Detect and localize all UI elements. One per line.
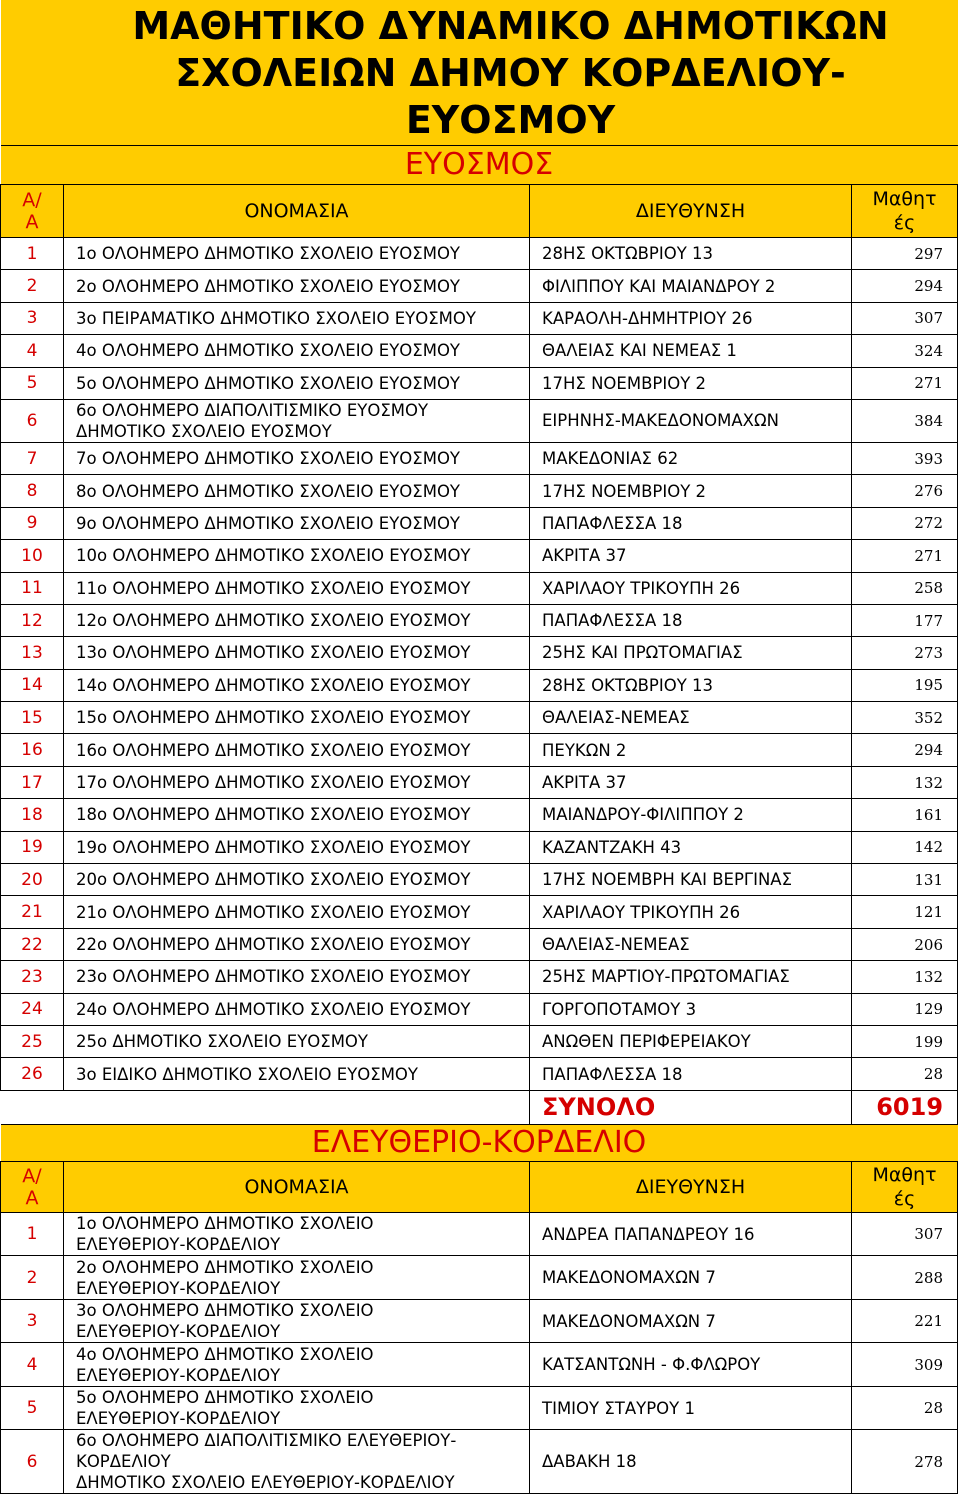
column-header-aa <box>1 185 64 238</box>
section1-label: ΕΥΟΣΜΟΣ <box>1 146 958 185</box>
table-row <box>1 1343 958 1387</box>
school-address: ΚΑΖΑΝΤΖΑΚΗ 43 <box>530 831 852 863</box>
school-name-line: ΕΛΕΥΘΕΡΙΟΥ-ΚΟΡΔΕΛΙΟΥ <box>76 1409 281 1429</box>
school-name-line: 21ο ΟΛΟΗΜΕΡΟ ΔΗΜΟΤΙΚΟ ΣΧΟΛΕΙΟ ΕΥΟΣΜΟΥ <box>76 902 471 922</box>
section2-header-row <box>1 1161 958 1212</box>
school-name-line: 7ο ΟΛΟΗΜΕΡΟ ΔΗΜΟΤΙΚΟ ΣΧΟΛΕΙΟ ΕΥΟΣΜΟΥ <box>76 449 461 469</box>
school-address: ΜΑΚΕΔΟΝΟΜΑΧΩΝ 7 <box>530 1256 852 1300</box>
school-address: 28ΗΣ ΟΚΤΩΒΡΙΟΥ 13 <box>530 669 852 701</box>
school-name <box>64 669 530 701</box>
school-name <box>64 572 530 604</box>
school-address: ΤΙΜΙΟΥ ΣΤΑΥΡΟΥ 1 <box>530 1386 852 1430</box>
school-name <box>64 896 530 928</box>
table-row <box>1 238 958 270</box>
table-row <box>1 442 958 474</box>
row-number: 21 <box>1 896 64 928</box>
school-name-line: 20ο ΟΛΟΗΜΕΡΟ ΔΗΜΟΤΙΚΟ ΣΧΟΛΕΙΟ ΕΥΟΣΜΟΥ <box>76 870 471 890</box>
student-count: 276 <box>852 475 958 507</box>
row-number: 14 <box>1 669 64 701</box>
school-name-line: 1ο ΟΛΟΗΜΕΡΟ ΔΗΜΟΤΙΚΟ ΣΧΟΛΕΙΟ ΕΥΟΣΜΟΥ <box>76 244 461 264</box>
students-line-2: ές <box>893 212 916 234</box>
aa-line-2: Α <box>25 1186 39 1209</box>
student-count: 195 <box>852 669 958 701</box>
school-name-line: 8ο ΟΛΟΗΜΕΡΟ ΔΗΜΟΤΙΚΟ ΣΧΟΛΕΙΟ ΕΥΟΣΜΟΥ <box>76 481 461 501</box>
student-count: 199 <box>852 1025 958 1057</box>
student-count: 132 <box>852 961 958 993</box>
school-name-line: 5ο ΟΛΟΗΜΕΡΟ ΔΗΜΟΤΙΚΟ ΣΧΟΛΕΙΟ <box>76 1388 374 1408</box>
section1-heading-row <box>1 146 958 185</box>
school-name-line: 6ο ΟΛΟΗΜΕΡΟ ΔΙΑΠΟΛΙΤΙΣΜΙΚΟ ΕΛΕΥΘΕΡΙΟΥ- <box>76 1431 457 1451</box>
school-name-line: 25ο ΔΗΜΟΤΙΚΟ ΣΧΟΛΕΙΟ ΕΥΟΣΜΟΥ <box>76 1032 368 1052</box>
school-address: ΜΑΚΕΔΟΝΟΜΑΧΩΝ 7 <box>530 1299 852 1343</box>
school-address: ΘΑΛΕΙΑΣ ΚΑΙ ΝΕΜΕΑΣ 1 <box>530 335 852 367</box>
school-name <box>64 1299 530 1343</box>
table-row <box>1 961 958 993</box>
student-count: 129 <box>852 993 958 1025</box>
student-count: 307 <box>852 1212 958 1256</box>
table-row <box>1 1386 958 1430</box>
row-number: 25 <box>1 1025 64 1057</box>
school-address: 17ΗΣ ΝΟΕΜΒΡΗ ΚΑΙ ΒΕΡΓΙΝΑΣ <box>530 864 852 896</box>
school-address: ΘΑΛΕΙΑΣ-ΝΕΜΕΑΣ <box>530 928 852 960</box>
student-count: 288 <box>852 1256 958 1300</box>
student-count: 221 <box>852 1299 958 1343</box>
table-row <box>1 1212 958 1256</box>
school-address: ΑΝΔΡΕΑ ΠΑΠΑΝΔΡΕΟΥ 16 <box>530 1212 852 1256</box>
school-name-line: 4ο ΟΛΟΗΜΕΡΟ ΔΗΜΟΤΙΚΟ ΣΧΟΛΕΙΟ ΕΥΟΣΜΟΥ <box>76 341 461 361</box>
school-address: ΑΚΡΙΤΑ 37 <box>530 766 852 798</box>
row-number: 1 <box>1 1212 64 1256</box>
table-row <box>1 367 958 399</box>
row-number: 8 <box>1 475 64 507</box>
table-row <box>1 734 958 766</box>
school-name <box>64 604 530 636</box>
school-name-line: ΕΛΕΥΘΕΡΙΟΥ-ΚΟΡΔΕΛΙΟΥ <box>76 1235 281 1255</box>
school-name-line: 15ο ΟΛΟΗΜΕΡΟ ΔΗΜΟΤΙΚΟ ΣΧΟΛΕΙΟ ΕΥΟΣΜΟΥ <box>76 708 471 728</box>
school-address: ΜΑΚΕΔΟΝΙΑΣ 62 <box>530 442 852 474</box>
row-number: 11 <box>1 572 64 604</box>
table-row <box>1 896 958 928</box>
school-name-line: 17ο ΟΛΟΗΜΕΡΟ ΔΗΜΟΤΙΚΟ ΣΧΟΛΕΙΟ ΕΥΟΣΜΟΥ <box>76 773 471 793</box>
row-number: 5 <box>1 367 64 399</box>
table-row <box>1 831 958 863</box>
column-header-address: ΔΙΕΥΘΥΝΣΗ <box>530 185 852 238</box>
table-row <box>1 1025 958 1057</box>
row-number: 26 <box>1 1058 64 1090</box>
school-address: ΘΑΛΕΙΑΣ-ΝΕΜΕΑΣ <box>530 702 852 734</box>
school-name-line: 19ο ΟΛΟΗΜΕΡΟ ΔΗΜΟΤΙΚΟ ΣΧΟΛΕΙΟ ΕΥΟΣΜΟΥ <box>76 837 471 857</box>
school-address: ΦΙΛΙΠΠΟΥ ΚΑΙ ΜΑΙΑΝΔΡΟΥ 2 <box>530 270 852 302</box>
school-name-line: ΕΛΕΥΘΕΡΙΟΥ-ΚΟΡΔΕΛΙΟΥ <box>76 1278 281 1298</box>
table-row <box>1 669 958 701</box>
school-address: 25ΗΣ ΜΑΡΤΙΟΥ-ΠΡΩΤΟΜΑΓΙΑΣ <box>530 961 852 993</box>
row-number: 3 <box>1 302 64 334</box>
table-row <box>1 399 958 442</box>
row-number: 4 <box>1 1343 64 1387</box>
student-count: 258 <box>852 572 958 604</box>
column-header-name: ΟΝΟΜΑΣΙΑ <box>64 1161 530 1212</box>
students-line-2: ές <box>893 1187 916 1210</box>
school-name <box>64 993 530 1025</box>
school-address: ΚΑΤΣΑΝΤΩΝΗ - Φ.ΦΛΩΡΟΥ <box>530 1343 852 1387</box>
school-name-line: ΔΗΜΟΤΙΚΟ ΣΧΟΛΕΙΟ ΕΥΟΣΜΟΥ <box>76 421 332 441</box>
student-count: 273 <box>852 637 958 669</box>
school-name <box>64 238 530 270</box>
school-address: ΓΟΡΓΟΠΟΤΑΜΟΥ 3 <box>530 993 852 1025</box>
school-address: ΠΑΠΑΦΛΕΣΣΑ 18 <box>530 1058 852 1090</box>
school-name-line: 14ο ΟΛΟΗΜΕΡΟ ΔΗΜΟΤΙΚΟ ΣΧΟΛΕΙΟ ΕΥΟΣΜΟΥ <box>76 675 471 695</box>
row-number: 18 <box>1 799 64 831</box>
row-number: 19 <box>1 831 64 863</box>
table-row <box>1 993 958 1025</box>
school-name-line: 10ο ΟΛΟΗΜΕΡΟ ΔΗΜΟΤΙΚΟ ΣΧΟΛΕΙΟ ΕΥΟΣΜΟΥ <box>76 546 471 566</box>
school-address: ΜΑΙΑΝΔΡΟΥ-ΦΙΛΙΠΠΟΥ 2 <box>530 799 852 831</box>
school-name-line: 23ο ΟΛΟΗΜΕΡΟ ΔΗΜΟΤΙΚΟ ΣΧΟΛΕΙΟ ΕΥΟΣΜΟΥ <box>76 967 471 987</box>
school-name <box>64 702 530 734</box>
school-name-line: 3ο ΠΕΙΡΑΜΑΤΙΚΟ ΔΗΜΟΤΙΚΟ ΣΧΟΛΕΙΟ ΕΥΟΣΜΟΥ <box>76 308 476 328</box>
row-number: 5 <box>1 1386 64 1430</box>
document-title <box>1 0 958 146</box>
school-name <box>64 1430 530 1494</box>
school-address: ΠΑΠΑΦΛΕΣΣΑ 18 <box>530 604 852 636</box>
school-address: ΕΙΡΗΝΗΣ-ΜΑΚΕΔΟΝΟΜΑΧΩΝ <box>530 399 852 442</box>
school-name-line: 13ο ΟΛΟΗΜΕΡΟ ΔΗΜΟΤΙΚΟ ΣΧΟΛΕΙΟ ΕΥΟΣΜΟΥ <box>76 643 471 663</box>
row-number: 15 <box>1 702 64 734</box>
school-name <box>64 1058 530 1090</box>
school-address: ΠΕΥΚΩΝ 2 <box>530 734 852 766</box>
row-number: 6 <box>1 1430 64 1494</box>
row-number: 13 <box>1 637 64 669</box>
student-count: 177 <box>852 604 958 636</box>
row-number: 17 <box>1 766 64 798</box>
school-address: ΔΑΒΑΚΗ 18 <box>530 1430 852 1494</box>
student-count: 271 <box>852 367 958 399</box>
student-count: 271 <box>852 540 958 572</box>
school-address: 25ΗΣ ΚΑΙ ΠΡΩΤΟΜΑΓΙΑΣ <box>530 637 852 669</box>
column-header-address: ΔΙΕΥΘΥΝΣΗ <box>530 1161 852 1212</box>
school-name-line: 18ο ΟΛΟΗΜΕΡΟ ΔΗΜΟΤΙΚΟ ΣΧΟΛΕΙΟ ΕΥΟΣΜΟΥ <box>76 805 471 825</box>
row-number: 24 <box>1 993 64 1025</box>
school-name <box>64 637 530 669</box>
column-header-name: ΟΝΟΜΑΣΙΑ <box>64 185 530 238</box>
column-header-students <box>852 1161 958 1212</box>
school-name <box>64 1343 530 1387</box>
total-spacer <box>1 1090 64 1124</box>
table-row <box>1 1299 958 1343</box>
student-count: 272 <box>852 507 958 539</box>
student-count: 28 <box>852 1058 958 1090</box>
table-row <box>1 270 958 302</box>
school-name <box>64 270 530 302</box>
school-name-line: 4ο ΟΛΟΗΜΕΡΟ ΔΗΜΟΤΙΚΟ ΣΧΟΛΕΙΟ <box>76 1344 374 1364</box>
section2-heading-row <box>1 1124 958 1161</box>
school-name <box>64 734 530 766</box>
row-number: 12 <box>1 604 64 636</box>
school-name-line: 1ο ΟΛΟΗΜΕΡΟ ΔΗΜΟΤΙΚΟ ΣΧΟΛΕΙΟ <box>76 1214 374 1234</box>
row-number: 23 <box>1 961 64 993</box>
school-name-line: 12ο ΟΛΟΗΜΕΡΟ ΔΗΜΟΤΙΚΟ ΣΧΟΛΕΙΟ ΕΥΟΣΜΟΥ <box>76 611 471 631</box>
school-address: ΚΑΡΑΟΛΗ-ΔΗΜΗΤΡΙΟΥ 26 <box>530 302 852 334</box>
student-count: 352 <box>852 702 958 734</box>
school-name <box>64 507 530 539</box>
title-line-3: ΕΥΟΣΜΟΥ <box>405 98 616 142</box>
table-row <box>1 572 958 604</box>
students-line-1: Μαθητ <box>872 188 937 210</box>
school-name <box>64 864 530 896</box>
row-number: 2 <box>1 1256 64 1300</box>
school-name-line: 24ο ΟΛΟΗΜΕΡΟ ΔΗΜΟΤΙΚΟ ΣΧΟΛΕΙΟ ΕΥΟΣΜΟΥ <box>76 999 471 1019</box>
school-name <box>64 335 530 367</box>
student-count: 324 <box>852 335 958 367</box>
table-row <box>1 507 958 539</box>
row-number: 20 <box>1 864 64 896</box>
school-name <box>64 766 530 798</box>
aa-line-1: Α/ <box>22 1164 42 1187</box>
students-line-1: Μαθητ <box>872 1163 937 1186</box>
title-line-1: ΜΑΘΗΤΙΚΟ ΔΥΝΑΜΙΚΟ ΔΗΜΟΤΙΚΩΝ <box>132 4 889 48</box>
school-name-line: ΔΗΜΟΤΙΚΟ ΣΧΟΛΕΙΟ ΕΛΕΥΘΕΡΙΟΥ-ΚΟΡΔΕΛΙΟΥ <box>76 1473 455 1493</box>
student-count: 307 <box>852 302 958 334</box>
total-row <box>1 1090 958 1124</box>
table-row <box>1 928 958 960</box>
student-count: 131 <box>852 864 958 896</box>
student-count: 393 <box>852 442 958 474</box>
row-number: 7 <box>1 442 64 474</box>
school-name <box>64 928 530 960</box>
aa-line-1: Α/ <box>22 189 42 211</box>
student-count: 142 <box>852 831 958 863</box>
table-row <box>1 475 958 507</box>
table-row <box>1 766 958 798</box>
section1-header-row <box>1 185 958 238</box>
table-row <box>1 1256 958 1300</box>
school-name-line: 2ο ΟΛΟΗΜΕΡΟ ΔΗΜΟΤΙΚΟ ΣΧΟΛΕΙΟ ΕΥΟΣΜΟΥ <box>76 276 461 296</box>
school-name <box>64 442 530 474</box>
total-label: ΣΥΝΟΛΟ <box>530 1090 852 1124</box>
school-name-line: 3ο ΟΛΟΗΜΕΡΟ ΔΗΜΟΤΙΚΟ ΣΧΟΛΕΙΟ <box>76 1301 374 1321</box>
table-row <box>1 540 958 572</box>
school-name-line: 11ο ΟΛΟΗΜΕΡΟ ΔΗΜΟΤΙΚΟ ΣΧΟΛΕΙΟ ΕΥΟΣΜΟΥ <box>76 578 471 598</box>
row-number: 22 <box>1 928 64 960</box>
school-name <box>64 367 530 399</box>
student-count: 121 <box>852 896 958 928</box>
student-count: 294 <box>852 734 958 766</box>
school-name-line: 6ο ΟΛΟΗΜΕΡΟ ΔΙΑΠΟΛΙΤΙΣΜΙΚΟ ΕΥΟΣΜΟΥ <box>76 400 429 420</box>
table-row <box>1 1058 958 1090</box>
school-name-line: 5ο ΟΛΟΗΜΕΡΟ ΔΗΜΟΤΙΚΟ ΣΧΟΛΕΙΟ ΕΥΟΣΜΟΥ <box>76 373 461 393</box>
school-name <box>64 831 530 863</box>
table-row <box>1 302 958 334</box>
student-count: 309 <box>852 1343 958 1387</box>
title-line-2: ΣΧΟΛΕΙΩΝ ΔΗΜΟΥ ΚΟΡΔΕΛΙΟΥ- <box>175 51 846 95</box>
school-address: ΧΑΡΙΛΑΟΥ ΤΡΙΚΟΥΠΗ 26 <box>530 896 852 928</box>
table-row <box>1 637 958 669</box>
school-name <box>64 799 530 831</box>
school-name-line: 2ο ΟΛΟΗΜΕΡΟ ΔΗΜΟΤΙΚΟ ΣΧΟΛΕΙΟ <box>76 1257 374 1277</box>
school-name-line: ΚΟΡΔΕΛΙΟΥ <box>76 1452 171 1472</box>
school-address: 17ΗΣ ΝΟΕΜΒΡΙΟΥ 2 <box>530 367 852 399</box>
school-address: ΧΑΡΙΛΑΟΥ ΤΡΙΚΟΥΠΗ 26 <box>530 572 852 604</box>
school-name <box>64 399 530 442</box>
row-number: 16 <box>1 734 64 766</box>
row-number: 10 <box>1 540 64 572</box>
table-row <box>1 1430 958 1494</box>
school-name-line: ΕΛΕΥΘΕΡΙΟΥ-ΚΟΡΔΕΛΙΟΥ <box>76 1365 281 1385</box>
row-number: 4 <box>1 335 64 367</box>
table-row <box>1 335 958 367</box>
school-address: ΑΚΡΙΤΑ 37 <box>530 540 852 572</box>
row-number: 1 <box>1 238 64 270</box>
school-address: ΑΝΩΘΕΝ ΠΕΡΙΦΕΡΕΙΑΚΟΥ <box>530 1025 852 1057</box>
student-count: 206 <box>852 928 958 960</box>
table-row <box>1 604 958 636</box>
school-name <box>64 540 530 572</box>
aa-line-2: Α <box>25 211 39 233</box>
student-count: 294 <box>852 270 958 302</box>
row-number: 6 <box>1 399 64 442</box>
total-spacer <box>64 1090 530 1124</box>
table-row <box>1 702 958 734</box>
school-name-line: 16ο ΟΛΟΗΜΕΡΟ ΔΗΜΟΤΙΚΟ ΣΧΟΛΕΙΟ ΕΥΟΣΜΟΥ <box>76 740 471 760</box>
student-count: 278 <box>852 1430 958 1494</box>
student-count: 297 <box>852 238 958 270</box>
table-row <box>1 864 958 896</box>
school-name-line: 3ο ΕΙΔΙΚΟ ΔΗΜΟΤΙΚΟ ΣΧΟΛΕΙΟ ΕΥΟΣΜΟΥ <box>76 1064 418 1084</box>
school-name <box>64 475 530 507</box>
column-header-students <box>852 185 958 238</box>
school-name <box>64 961 530 993</box>
row-number: 3 <box>1 1299 64 1343</box>
student-count: 28 <box>852 1386 958 1430</box>
column-header-aa <box>1 1161 64 1212</box>
total-value: 6019 <box>852 1090 958 1124</box>
school-name <box>64 1212 530 1256</box>
student-count: 384 <box>852 399 958 442</box>
school-name <box>64 1386 530 1430</box>
school-address: 17ΗΣ ΝΟΕΜΒΡΙΟΥ 2 <box>530 475 852 507</box>
school-name <box>64 1256 530 1300</box>
school-name <box>64 302 530 334</box>
table-row <box>1 799 958 831</box>
school-name-line: 22ο ΟΛΟΗΜΕΡΟ ΔΗΜΟΤΙΚΟ ΣΧΟΛΕΙΟ ΕΥΟΣΜΟΥ <box>76 935 471 954</box>
section2-label: ΕΛΕΥΘΕΡΙΟ-ΚΟΡΔΕΛΙΟ <box>1 1124 958 1161</box>
school-name-line: 9ο ΟΛΟΗΜΕΡΟ ΔΗΜΟΤΙΚΟ ΣΧΟΛΕΙΟ ΕΥΟΣΜΟΥ <box>76 513 461 533</box>
row-number: 9 <box>1 507 64 539</box>
row-number: 2 <box>1 270 64 302</box>
student-count: 161 <box>852 799 958 831</box>
school-name <box>64 1025 530 1057</box>
school-name-line: ΕΛΕΥΘΕΡΙΟΥ-ΚΟΡΔΕΛΙΟΥ <box>76 1322 281 1342</box>
school-address: ΠΑΠΑΦΛΕΣΣΑ 18 <box>530 507 852 539</box>
student-count: 132 <box>852 766 958 798</box>
school-address: 28ΗΣ ΟΚΤΩΒΡΙΟΥ 13 <box>530 238 852 270</box>
